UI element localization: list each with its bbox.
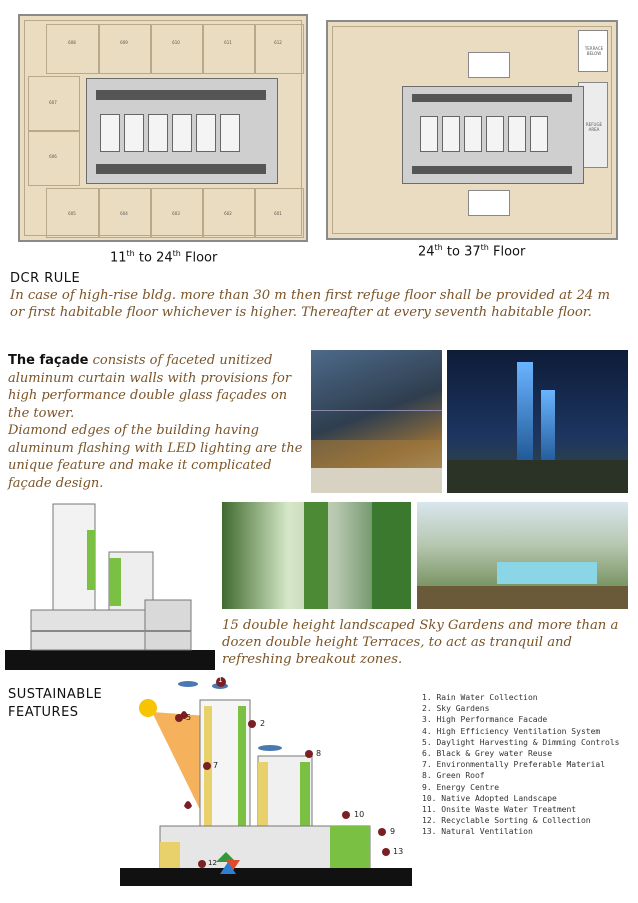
- unit-label: 605: [68, 211, 76, 216]
- list-item: 13. Natural Ventilation: [422, 827, 533, 837]
- floor-plan-11-24: [18, 14, 308, 242]
- marker-12-label: 12: [208, 859, 217, 867]
- plan-caption-left: 11th to 24th Floor: [110, 249, 218, 266]
- dcr-text: In case of high-rise bldg. more than 30 m then first refuge floor shall be provided at 24 m or first habitable floor whichever is higher. Thereafter at every seventh habitable floor.: [10, 288, 610, 320]
- unit-label: 606: [49, 154, 57, 159]
- marker-10: [342, 811, 350, 819]
- marker-5: [175, 714, 183, 722]
- gardens-text: 15 double height landscaped Sky Gardens and more than a dozen double height Terraces, to act as tranquil and refreshing breakout zones.: [222, 618, 619, 667]
- list-item: 3. High Performance Facade: [422, 715, 548, 725]
- refuge-label: REFUGE AREA: [585, 122, 603, 132]
- unit-label: 602: [224, 211, 232, 216]
- marker-1-label: 1: [218, 676, 223, 684]
- marker-2: [248, 720, 256, 728]
- marker-7-label: 7: [213, 761, 219, 770]
- marker-13: [382, 848, 390, 856]
- plan-caption-right: 24th to 37th Floor: [418, 243, 526, 260]
- unit-label: 612: [274, 40, 282, 45]
- unit-label: 609: [120, 40, 128, 45]
- marker-9: [378, 828, 386, 836]
- marker-5-label: 5: [186, 713, 192, 722]
- towers-night-photo: [447, 350, 628, 493]
- sustainable-heading: SUSTAINABLE FEATURES: [8, 687, 103, 720]
- unit-label: 611: [224, 40, 232, 45]
- facade-lead: The façade: [8, 353, 89, 368]
- list-item: 4. High Efficiency Ventilation System: [422, 726, 601, 736]
- marker-7: [203, 762, 211, 770]
- list-item: 8. Green Roof: [422, 771, 485, 781]
- facade-text: The façade consists of faceted unitized aluminum curtain walls with provisions for high performance double glass façades on the tower. Diamond edges of the building having aluminum flashing with LED lighting are the unique feature and make it complicated façade design.: [8, 353, 303, 491]
- list-item: 5. Daylight Harvesting & Dimming Controls: [422, 737, 620, 747]
- unit-label: 604: [120, 211, 128, 216]
- unit-label: 610: [172, 40, 180, 45]
- list-item: 11. Onsite Waste Water Treatment: [422, 805, 577, 815]
- sustainable-diagram: [120, 676, 412, 890]
- unit-label: 608: [68, 40, 76, 45]
- marker-8-label: 8: [316, 749, 322, 758]
- list-item: 12. Recyclable Sorting & Collection: [422, 816, 591, 826]
- facade-photo: [311, 350, 442, 493]
- marker-13-label: 13: [393, 847, 404, 856]
- dcr-heading: DCR RULE: [10, 271, 81, 286]
- list-item: 10. Native Adopted Landscape: [422, 793, 557, 803]
- unit-label: 601: [274, 211, 282, 216]
- unit-label: 603: [172, 211, 180, 216]
- terrace-label: TERRACE BELOW: [584, 46, 604, 56]
- unit-label: 607: [49, 100, 57, 105]
- marker-10-label: 10: [354, 810, 365, 819]
- floor-plan-24-37: [326, 20, 618, 240]
- building-elevation: [5, 500, 215, 670]
- marker-9-label: 9: [390, 827, 396, 836]
- marker-12: [198, 860, 206, 868]
- list-item: 7. Environmentally Preferable Material: [422, 760, 606, 770]
- list-item: 2. Sky Gardens: [422, 704, 490, 714]
- list-item: 6. Black & Grey water Reuse: [422, 749, 553, 759]
- terrace-photo: [417, 502, 628, 609]
- list-item: 1. Rain Water Collection: [422, 693, 538, 702]
- list-item: 9. Energy Centre: [422, 782, 500, 792]
- features-list: [422, 692, 619, 838]
- sky-garden-photo: [222, 502, 411, 609]
- marker-8: [305, 750, 313, 758]
- marker-2-label: 2: [260, 719, 266, 728]
